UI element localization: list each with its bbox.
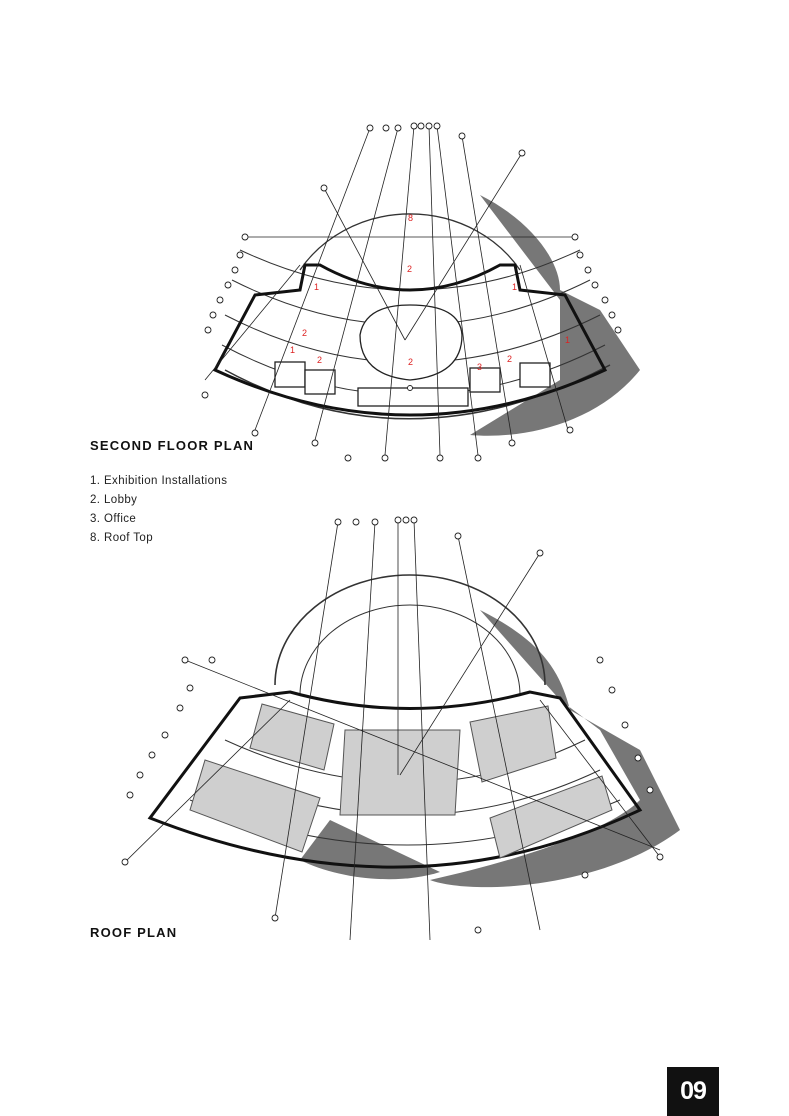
room-label: 1 [565, 335, 571, 345]
room-label: 2 [317, 355, 323, 365]
legend-item: 1. Exhibition Installations [90, 475, 228, 487]
legend-item: 2. Lobby [90, 494, 138, 506]
page-number: 09 [667, 1067, 719, 1116]
legend-item: 3. Office [90, 513, 137, 525]
room-label: 2 [302, 328, 308, 338]
roof-plan-title: ROOF PLAN [90, 925, 178, 940]
room-label: 1 [290, 345, 296, 355]
room-label: 2 [407, 264, 413, 274]
second-floor-plan-title: SECOND FLOOR PLAN [90, 438, 255, 453]
legend-item: 8. Roof Top [90, 532, 154, 544]
room-label: 1 [314, 282, 320, 292]
room-label: 1 [512, 282, 518, 292]
roof-shadow-2 [300, 820, 440, 879]
room-label: 2 [507, 354, 513, 364]
second-floor-plan-drawing [0, 100, 789, 480]
dome-inner [300, 605, 520, 695]
roof-panels [190, 704, 612, 858]
central-courtyard [360, 305, 462, 380]
room-label: 2 [408, 357, 414, 367]
roof-plan-drawing [0, 500, 789, 940]
room-label: 3 [477, 362, 483, 372]
room-label: 8 [408, 213, 414, 223]
